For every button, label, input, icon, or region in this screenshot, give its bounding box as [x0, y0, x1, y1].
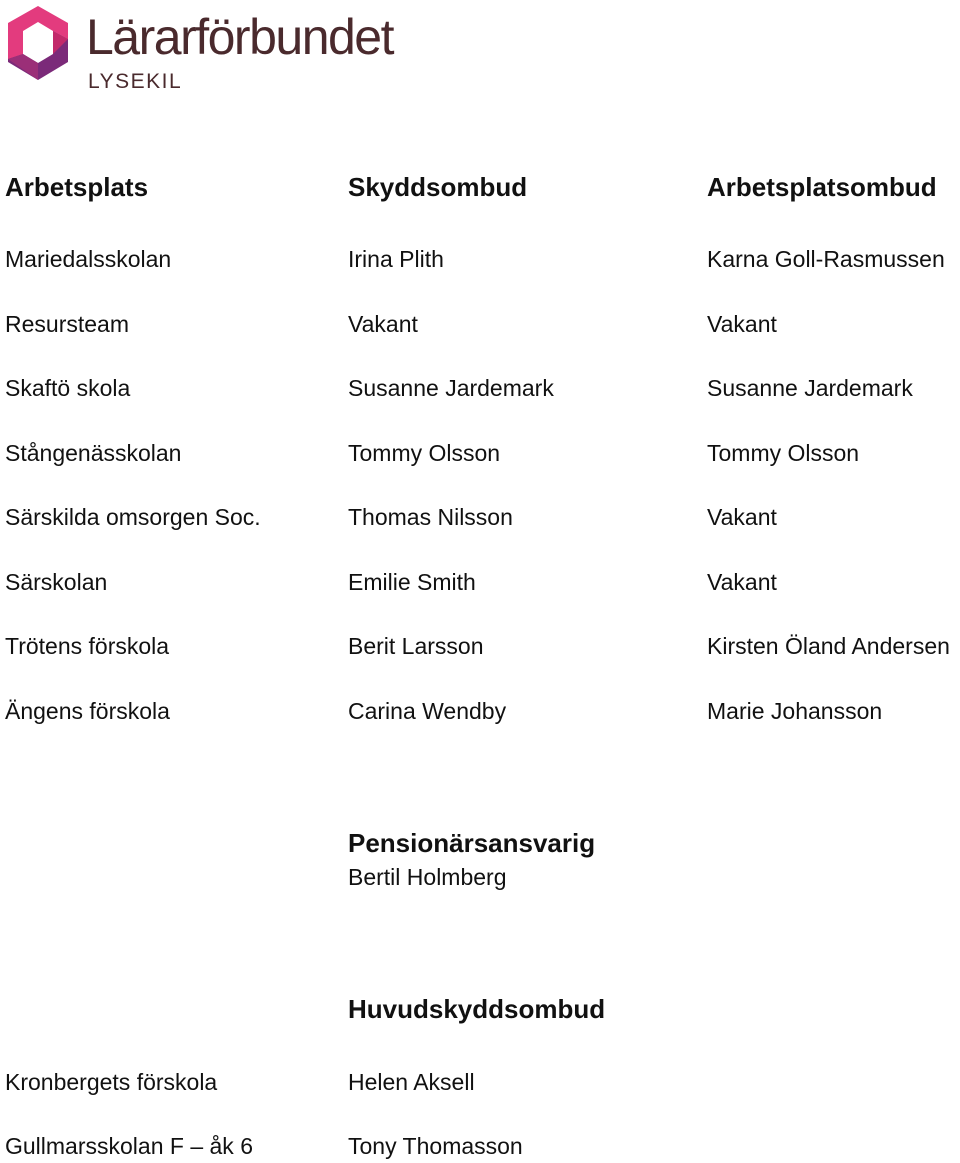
header-skyddsombud: Skyddsombud — [348, 172, 528, 202]
workplace-cell: Särskilda omsorgen Soc. — [5, 504, 261, 530]
header-arbetsplatsombud: Arbetsplatsombud — [707, 172, 937, 202]
workplace-rep-cell: Tommy Olsson — [707, 440, 860, 466]
logo-city: LYSEKIL — [88, 70, 183, 93]
workplace-rep-cell: Susanne Jardemark — [707, 375, 913, 401]
main-safety-heading: Huvudskyddsombud — [348, 994, 606, 1024]
workplace-cell: Skaftö skola — [5, 375, 131, 401]
workplace-cell: Kronbergets förskola — [5, 1069, 218, 1095]
workplace-cell: Resursteam — [5, 311, 129, 337]
header-arbetsplats: Arbetsplats — [5, 172, 149, 202]
safety-rep-cell: Thomas Nilsson — [348, 504, 513, 530]
workplace-rep-cell: Vakant — [707, 311, 777, 337]
safety-rep-cell: Susanne Jardemark — [348, 375, 554, 401]
hexagon-logo-icon — [4, 4, 72, 82]
safety-rep-cell: Irina Plith — [348, 246, 444, 272]
workplace-cell: Särskolan — [5, 569, 108, 595]
main-safety-rep-cell: Helen Aksell — [348, 1069, 475, 1095]
safety-rep-cell: Tommy Olsson — [348, 440, 501, 466]
logo-wordmark: Lärarförbundet — [86, 9, 394, 65]
workplace-cell: Ängens förskola — [5, 698, 170, 724]
workplace-cell: Mariedalsskolan — [5, 246, 172, 272]
workplace-rep-cell: Karna Goll-Rasmussen — [707, 246, 945, 272]
lararforbundet-logo — [4, 4, 424, 96]
workplace-rep-cell: Kirsten Öland Andersen — [707, 633, 950, 659]
pension-heading: Pensionärsansvarig — [348, 828, 596, 858]
workplace-rep-cell: Vakant — [707, 504, 777, 530]
workplace-cell: Trötens förskola — [5, 633, 170, 659]
main-safety-rep-cell: Tony Thomasson — [348, 1133, 523, 1159]
safety-rep-cell: Carina Wendby — [348, 698, 507, 724]
workplace-rep-cell: Marie Johansson — [707, 698, 883, 724]
pension-name: Bertil Holmberg — [348, 864, 507, 890]
workplace-cell: Stångenässkolan — [5, 440, 182, 466]
safety-rep-cell: Berit Larsson — [348, 633, 484, 659]
workplace-rep-cell: Vakant — [707, 569, 777, 595]
safety-rep-cell: Vakant — [348, 311, 418, 337]
workplace-cell: Gullmarsskolan F – åk 6 — [5, 1133, 253, 1159]
safety-rep-cell: Emilie Smith — [348, 569, 476, 595]
